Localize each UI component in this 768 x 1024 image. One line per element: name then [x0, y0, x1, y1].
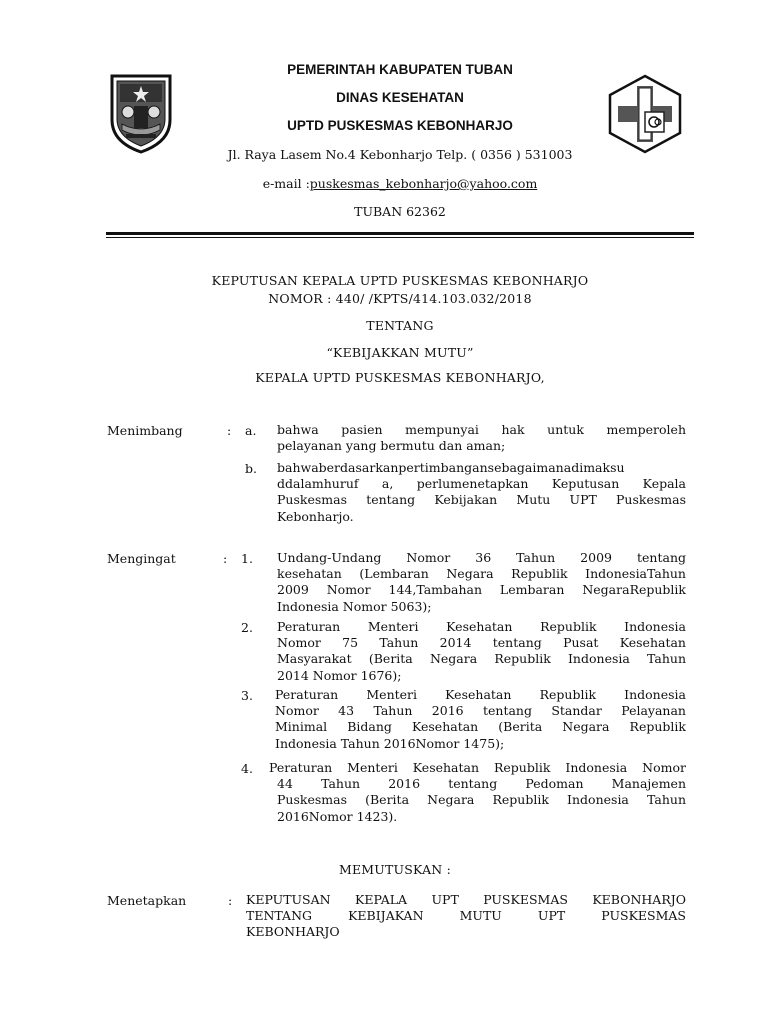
mengingat-label: Mengingat: [107, 551, 176, 566]
text-line: 2014 Nomor 1676);: [277, 667, 402, 683]
mengingat-item-2: [277, 619, 686, 684]
memutuskan-heading: MEMUTUSKAN :: [338, 862, 452, 877]
menetapkan-label: Menetapkan: [107, 893, 187, 908]
letterhead-city: TUBAN 62362: [354, 204, 446, 219]
letterhead-rule-thin: [106, 237, 694, 238]
mengingat-item-3: [275, 687, 686, 752]
text-line: Puskesmas tentang Kebijakan Mutu UPT Puskesmas: [277, 492, 686, 508]
text-line: TENTANG KEBIJAKAN MUTU UPT PUSKESMAS: [246, 908, 686, 924]
letterhead-rule-thick: [106, 232, 694, 235]
text-line: Peraturan Menteri Kesehatan Republik Indonesia: [277, 619, 686, 634]
mengingat-colon: :: [223, 551, 228, 566]
text-line: Puskesmas (Berita Negara Republik Indonesia Tahun: [277, 792, 686, 808]
mengingat-marker-1: 1.: [241, 551, 253, 566]
letterhead-department: DINAS KESEHATAN: [336, 90, 464, 105]
menimbang-marker-b: b.: [245, 461, 257, 476]
menimbang-item-b: [277, 460, 686, 525]
text-line: pelayanan yang bermutu dan aman;: [277, 438, 506, 454]
menimbang-item-a: [277, 422, 686, 454]
regency-emblem-icon: [106, 72, 176, 154]
letterhead-email-line: [150, 176, 650, 191]
text-line: 2009 Nomor 144,Tambahan Lembaran NegaraRepublik: [277, 582, 686, 598]
menetapkan-text: [246, 892, 686, 941]
mengingat-item-4: [269, 760, 686, 825]
menimbang-label: Menimbang: [107, 423, 183, 438]
decree-issuer: KEPALA UPTD PUSKESMAS KEBONHARJO,: [255, 370, 545, 385]
text-line: Nomor 75 Tahun 2014 tentang Pusat Kesehatan: [277, 635, 686, 651]
text-line: kesehatan (Lembaran Negara Republik IndonesiaTahun: [277, 566, 686, 582]
text-line: Masyarakat (Berita Negara Republik Indonesia Tahun: [277, 651, 686, 667]
email-link[interactable]: puskesmas_kebonharjo@yahoo.com: [309, 176, 538, 191]
text-line: 44 Tahun 2016 tentang Pedoman Manajemen: [277, 776, 686, 792]
text-line: 2016Nomor 1423).: [277, 808, 398, 824]
text-line: bahwa pasien mempunyai hak untuk memperoleh: [277, 422, 686, 437]
puskesmas-logo-icon: [606, 74, 684, 154]
mengingat-marker-4: 4.: [241, 761, 253, 776]
menetapkan-colon: :: [228, 893, 233, 908]
decree-number: NOMOR : 440/ /KPTS/414.103.032/2018: [268, 291, 532, 306]
text-line: Peraturan Menteri Kesehatan Republik Indonesia: [275, 687, 686, 702]
text-line: Minimal Bidang Kesehatan (Berita Negara Republik: [275, 719, 686, 735]
text-line: Undang-Undang Nomor 36 Tahun 2009 tentang: [277, 550, 686, 565]
menimbang-marker-a: a.: [245, 423, 257, 438]
menimbang-colon: :: [227, 423, 232, 438]
mengingat-marker-3: 3.: [241, 688, 253, 703]
text-line: Indonesia Nomor 5063);: [277, 598, 432, 614]
text-line: KEPUTUSAN KEPALA UPT PUSKESMAS KEBONHARJO: [246, 892, 686, 907]
text-line: Peraturan Menteri Kesehatan Republik Indonesia Nomor: [269, 760, 686, 775]
mengingat-item-1: [277, 550, 686, 615]
letterhead-government: PEMERINTAH KABUPATEN TUBAN: [287, 62, 513, 77]
text-line: Nomor 43 Tahun 2016 tentang Standar Pelayanan: [275, 703, 686, 719]
email-prefix: e-mail :: [262, 176, 310, 191]
decree-subject: “KEBIJAKKAN MUTU”: [326, 345, 474, 360]
text-line: Indonesia Tahun 2016Nomor 1475);: [275, 735, 505, 751]
text-line: bahwaberdasarkanpertimbangansebagaimanadimaksu: [277, 460, 625, 475]
letterhead-institution: UPTD PUSKESMAS KEBONHARJO: [287, 118, 513, 133]
text-line: Kebonharjo.: [277, 508, 354, 524]
mengingat-marker-2: 2.: [241, 620, 253, 635]
letterhead-address: Jl. Raya Lasem No.4 Kebonharjo Telp. ( 0356 ) 531003: [227, 147, 573, 162]
decree-about: TENTANG: [366, 318, 434, 333]
text-line: ddalamhuruf a, perlumenetapkan Keputusan Kepala: [277, 476, 686, 492]
text-line: KEBONHARJO: [246, 924, 340, 940]
decree-title: KEPUTUSAN KEPALA UPTD PUSKESMAS KEBONHARJO: [211, 273, 589, 288]
